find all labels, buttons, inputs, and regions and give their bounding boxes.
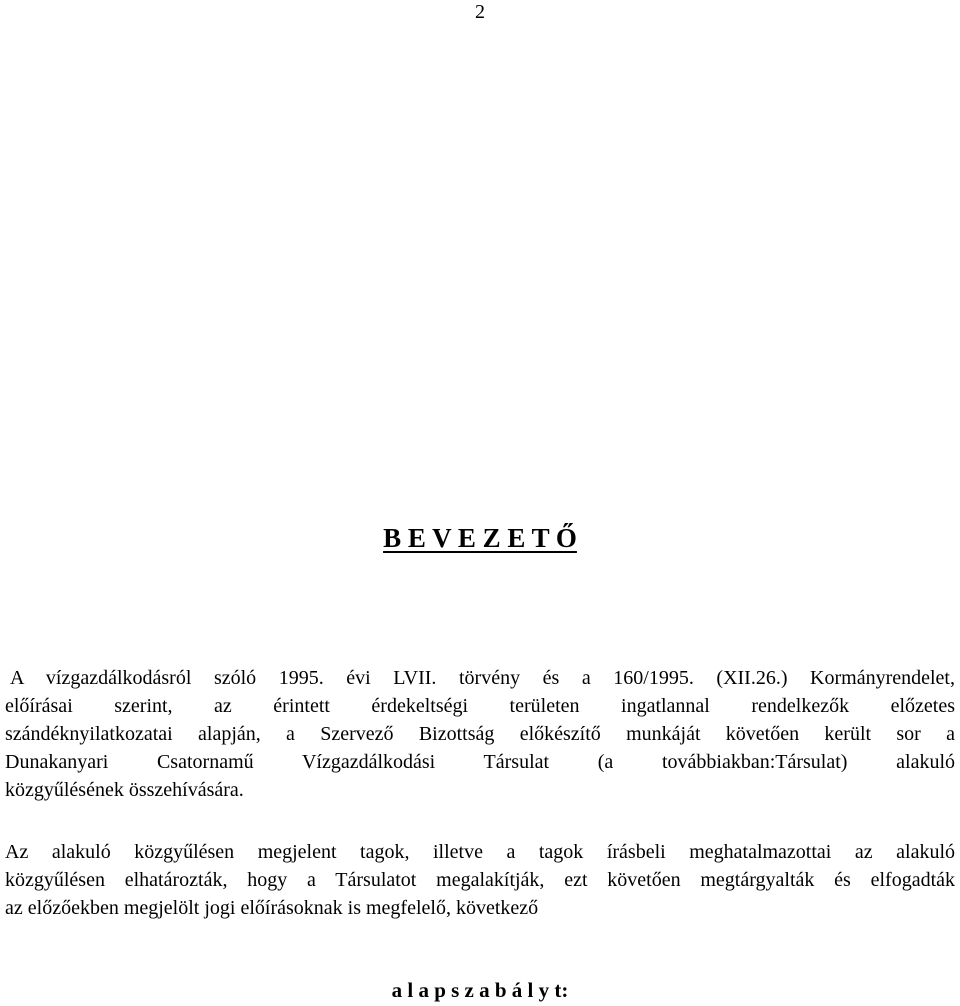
paragraph-line: Az alakuló közgyűlésen megjelent tagok, illetve a tagok írásbeli meghatalmazottai az alakuló [5, 841, 955, 863]
intro-paragraph [5, 664, 955, 804]
page-number: 2 [475, 1, 485, 23]
paragraph-line: Dunakanyari Csatornamű Vízgazdálkodási Társulat (a továbbiakban:Társulat) alakuló [5, 751, 955, 773]
paragraph-line: az előzőekben megjelölt jogi előírásoknak is megfelelő, következő [5, 897, 539, 919]
page-title: B E V E Z E T Ő [383, 523, 577, 553]
paragraph-line: szándéknyilatkozatai alapján, a Szervező Bizottság előkészítő munkáját követően került sor a [5, 723, 955, 745]
statute-heading: a l a p s z a b á l y t: [391, 978, 569, 1002]
assembly-paragraph [5, 838, 955, 922]
paragraph-line: közgyűlésének összehívására. [5, 779, 244, 801]
paragraph-line: közgyűlésen elhatározták, hogy a Társulatot megalakítják, ezt követően megtárgyalták és elfogadták [5, 869, 955, 891]
paragraph-line: A vízgazdálkodásról szóló 1995. évi LVII. törvény és a 160/1995. (XII.26.) Kormányrendelet, [10, 667, 955, 689]
paragraph-line: előírásai szerint, az érintett érdekeltségi területen ingatlannal rendelkezők előzetes [5, 695, 955, 717]
